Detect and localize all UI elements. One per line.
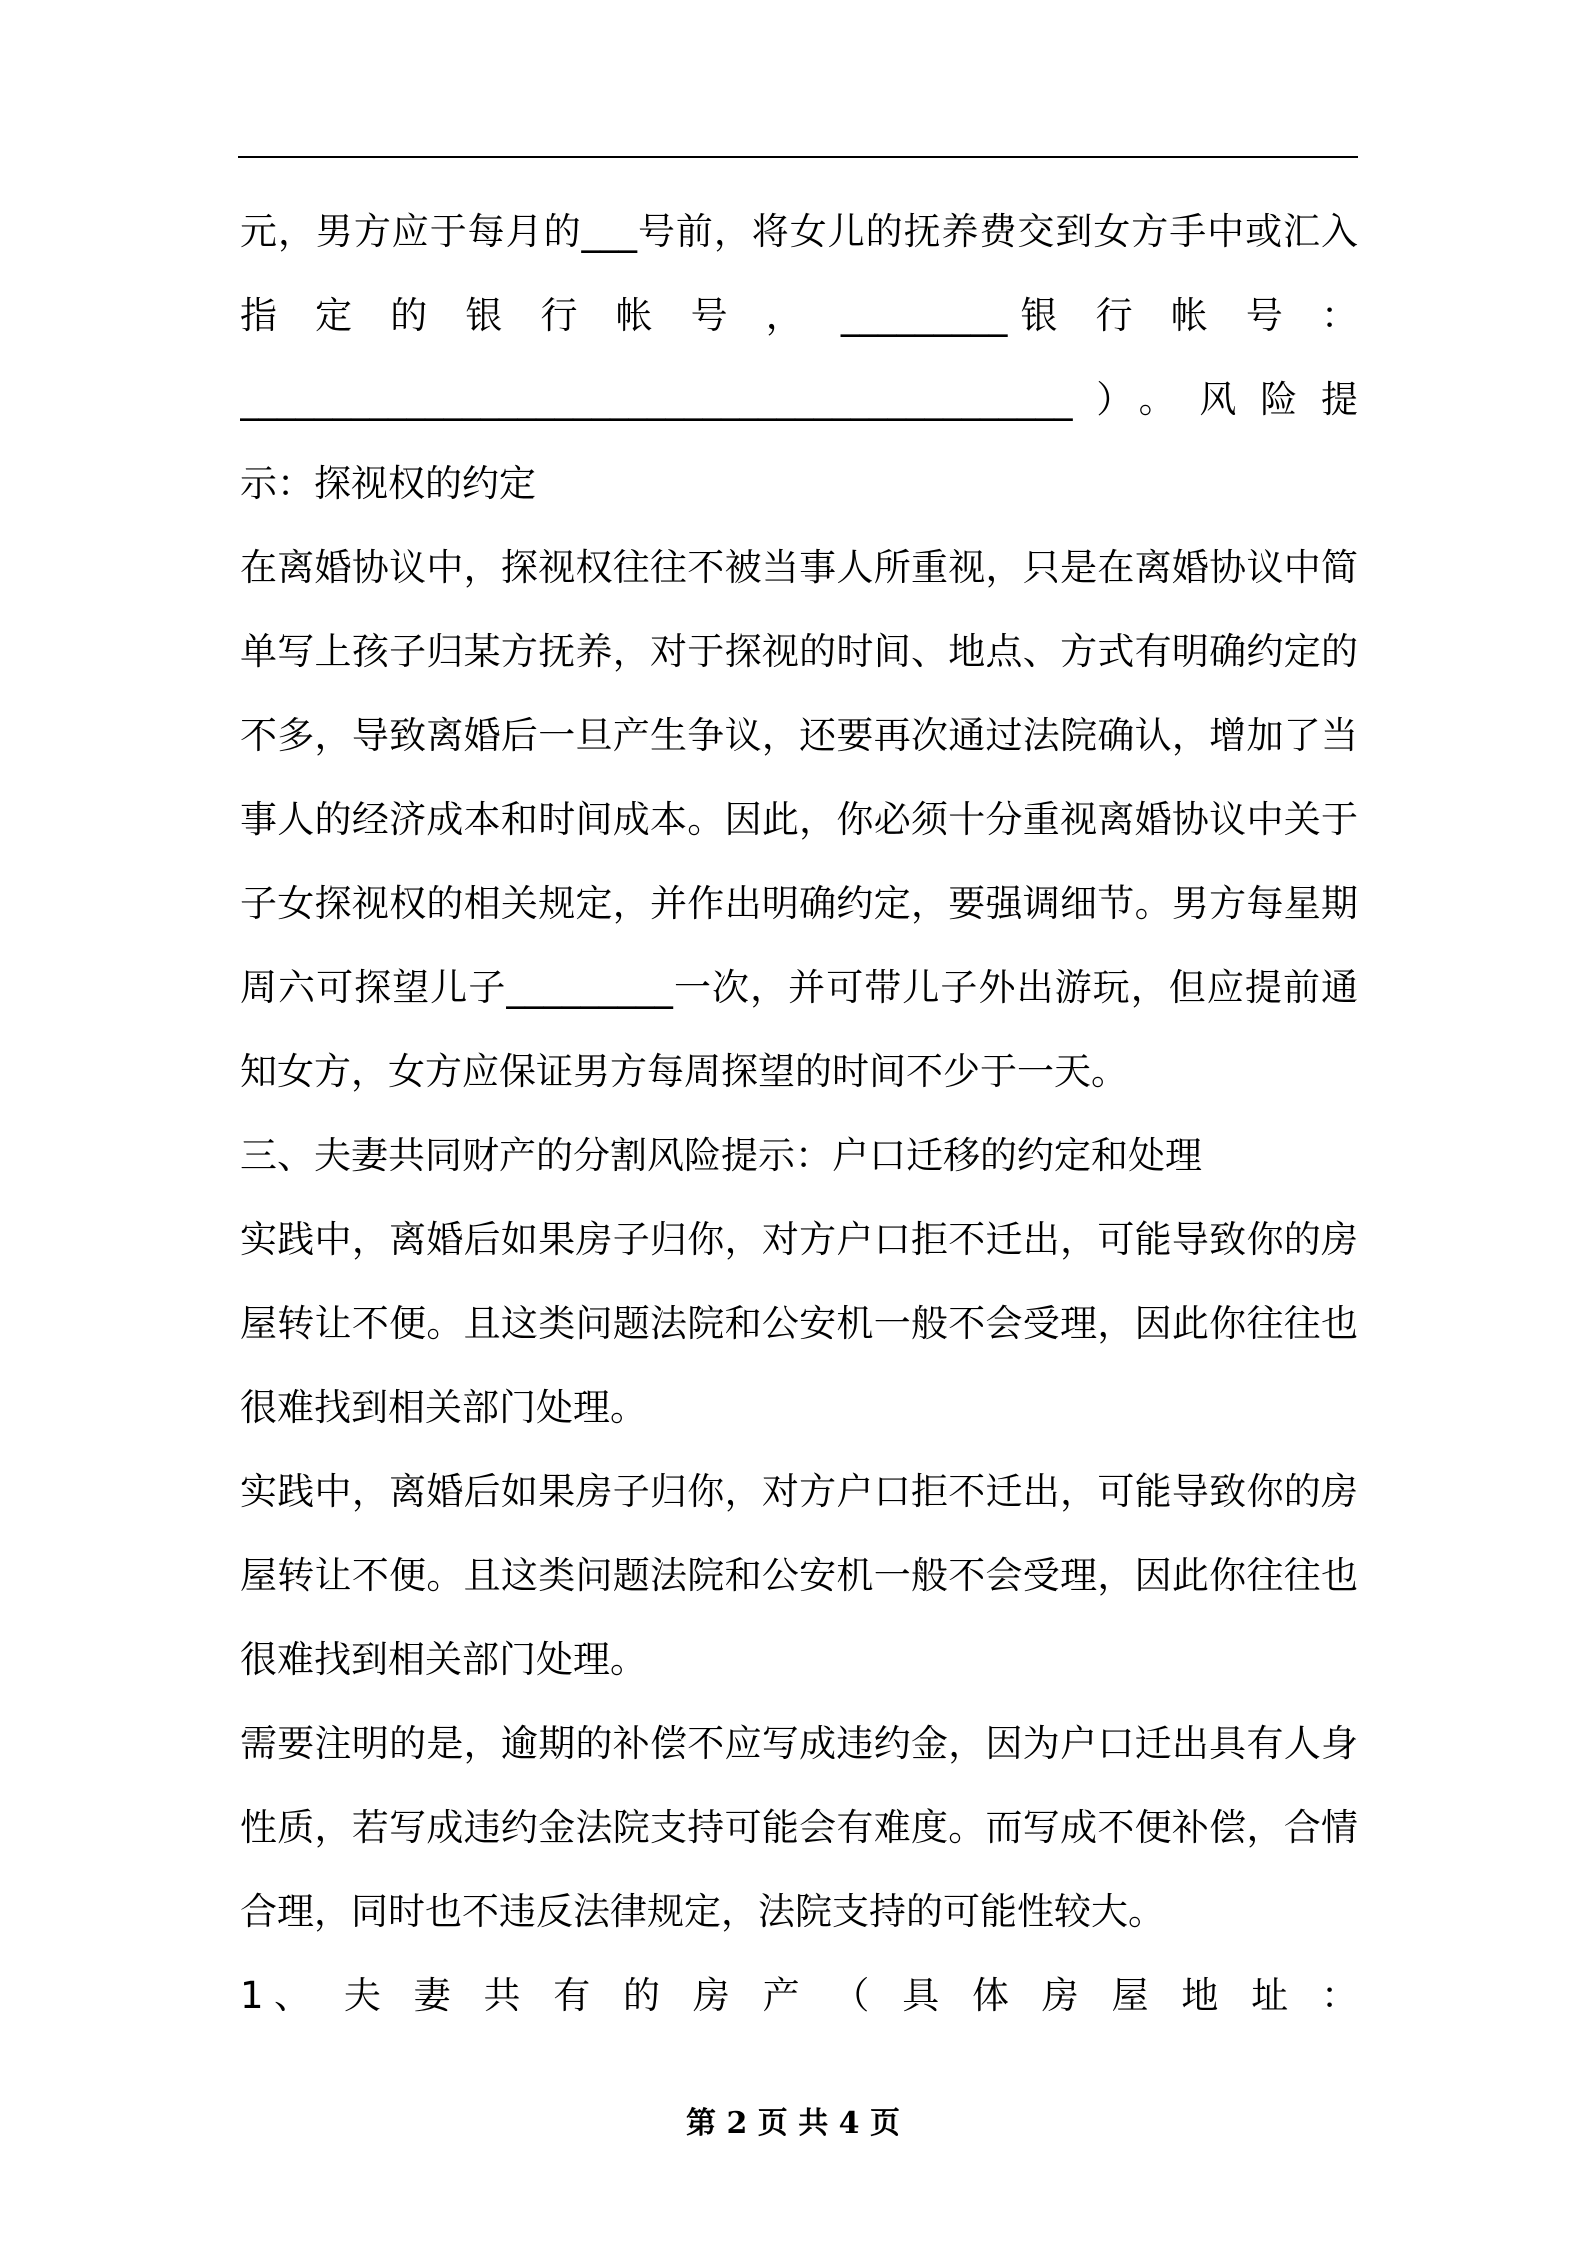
text-line: 屋转让不便。且这类问题法院和公安机一般不会受理，因此你往往也 <box>240 1554 1358 1597</box>
text-line: 示：探视权的约定 <box>240 462 536 505</box>
text-line: 元，男方应于每月的___号前，将女儿的抚养费交到女方手中或汇入 <box>240 210 1358 253</box>
text-line: 在离婚协议中，探视权往往不被当事人所重视，只是在离婚协议中简 <box>240 546 1358 589</box>
text-line: 1、 夫 妻 共 有 的 房 产 （ 具 体 房 屋 地 址 ： <box>240 1974 1358 2017</box>
text-line: 知女方，女方应保证男方每周探望的时间不少于一天。 <box>240 1050 1128 1093</box>
text-line: 指 定 的 银 行 帐 号 ， _________银 行 帐 号 ： <box>240 294 1358 337</box>
header-rule <box>238 156 1358 158</box>
text-line: 屋转让不便。且这类问题法院和公安机一般不会受理，因此你往往也 <box>240 1302 1358 1345</box>
text-line: 需要注明的是，逾期的补偿不应写成违约金，因为户口迁出具有人身 <box>240 1722 1358 1765</box>
text-line: 很难找到相关部门处理。 <box>240 1386 647 1429</box>
text-line: _____________________________________________）。风险提 <box>240 378 1358 421</box>
text-line: 实践中，离婚后如果房子归你，对方户口拒不迁出，可能导致你的房 <box>240 1470 1358 1513</box>
text-line: 性质，若写成违约金法院支持可能会有难度。而写成不便补偿，合情 <box>240 1806 1358 1849</box>
text-line: 实践中，离婚后如果房子归你，对方户口拒不迁出，可能导致你的房 <box>240 1218 1358 1261</box>
text-line: 单写上孩子归某方抚养，对于探视的时间、地点、方式有明确约定的 <box>240 630 1358 673</box>
text-line: 合理，同时也不违反法律规定，法院支持的可能性较大。 <box>240 1890 1165 1933</box>
section-heading: 三、夫妻共同财产的分割风险提示：户口迁移的约定和处理 <box>240 1134 1202 1177</box>
text-line: 周六可探望儿子_________一次，并可带儿子外出游玩，但应提前通 <box>240 966 1358 1009</box>
text-line: 不多，导致离婚后一旦产生争议，还要再次通过法院确认，增加了当 <box>240 714 1358 757</box>
document-body <box>240 190 1358 2038</box>
text-line: 很难找到相关部门处理。 <box>240 1638 647 1681</box>
text-line: 子女探视权的相关规定，并作出明确约定，要强调细节。男方每星期 <box>240 882 1358 925</box>
text-line: 事人的经济成本和时间成本。因此，你必须十分重视离婚协议中关于 <box>240 798 1358 841</box>
page-number: 第 2 页 共 4 页 <box>686 2106 900 2141</box>
